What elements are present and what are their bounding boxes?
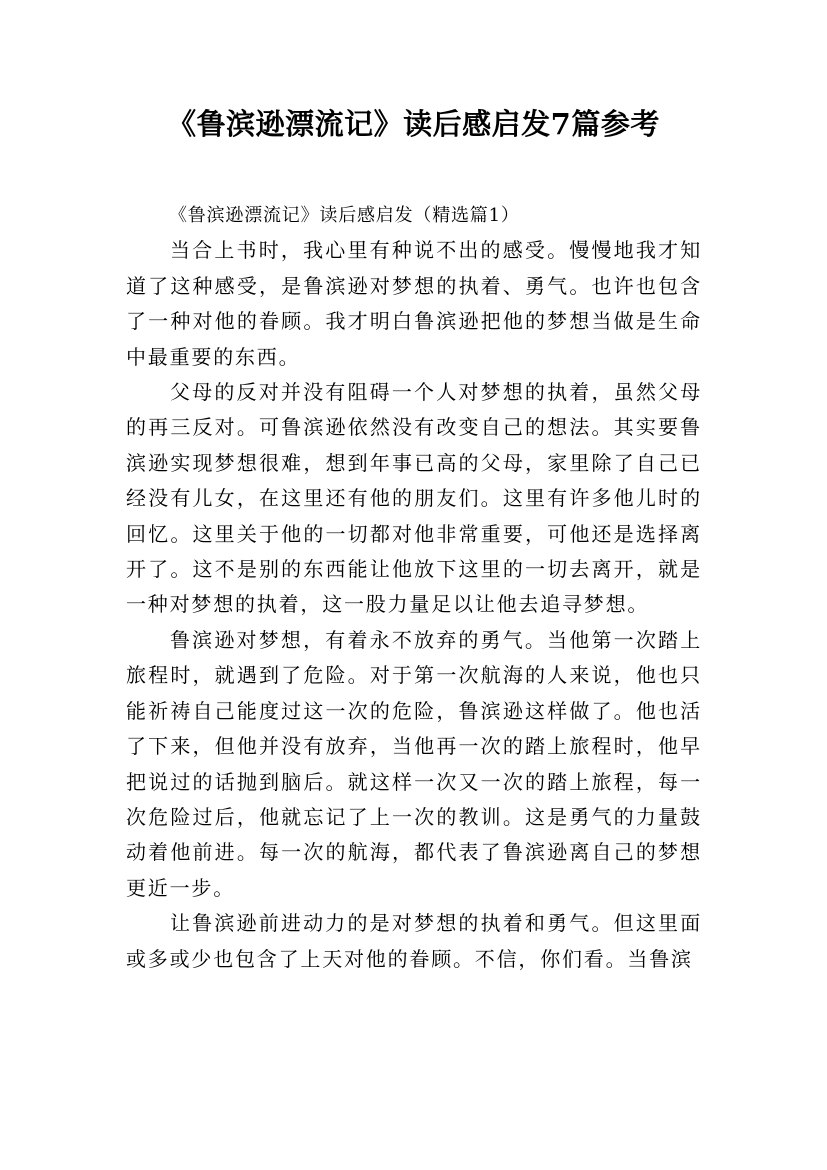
paragraph-1: 当合上书时，我心里有种说不出的感受。慢慢地我才知道了这种感受，是鲁滨逊对梦想的执着、勇气。也许也包含了一种对他的眷顾。我才明白鲁滨逊把他的梦想当做是生命中最重要的东西。 bbox=[126, 238, 702, 369]
section-heading: 《鲁滨逊漂流记》读后感启发（精选篇1） bbox=[169, 205, 520, 226]
paragraph-4: 让鲁滨逊前进动力的是对梦想的执着和勇气。但这里面或多或少也包含了上天对他的眷顾。不信，你们看。当鲁滨 bbox=[126, 911, 702, 971]
paragraph-2: 父母的反对并没有阻碍一个人对梦想的执着，虽然父母的再三反对。可鲁滨逊依然没有改变自己的想法。其实要鲁滨逊实现梦想很难，想到年事已高的父母，家里除了自己已经没有儿女，在这里还有他的朋友们。这里有许多他儿时的回忆。这里关于他的一切都对他非常重要，可他还是选择离开了。这不是别的东西能让他放下这里的一切去离开，就是一种对梦想的执着，这一股力量足以让他去追寻梦想。 bbox=[126, 380, 702, 617]
paragraph-3: 鲁滨逊对梦想，有着永不放弃的勇气。当他第一次踏上旅程时，就遇到了危险。对于第一次航海的人来说，他也只能祈祷自己能度过这一次的危险，鲁滨逊这样做了。他也活了下来，但他并没有放弃，当他再一次的踏上旅程时，他早把说过的话抛到脑后。就这样一次又一次的踏上旅程，每一次危险过后，他就忘记了上一次的教训。这是勇气的力量鼓动着他前进。每一次的航海，都代表了鲁滨逊离自己的梦想更近一步。 bbox=[126, 627, 702, 900]
document-title: 《鲁滨逊漂流记》读后感启发7篇参考 bbox=[167, 107, 660, 141]
document-body bbox=[126, 198, 702, 977]
